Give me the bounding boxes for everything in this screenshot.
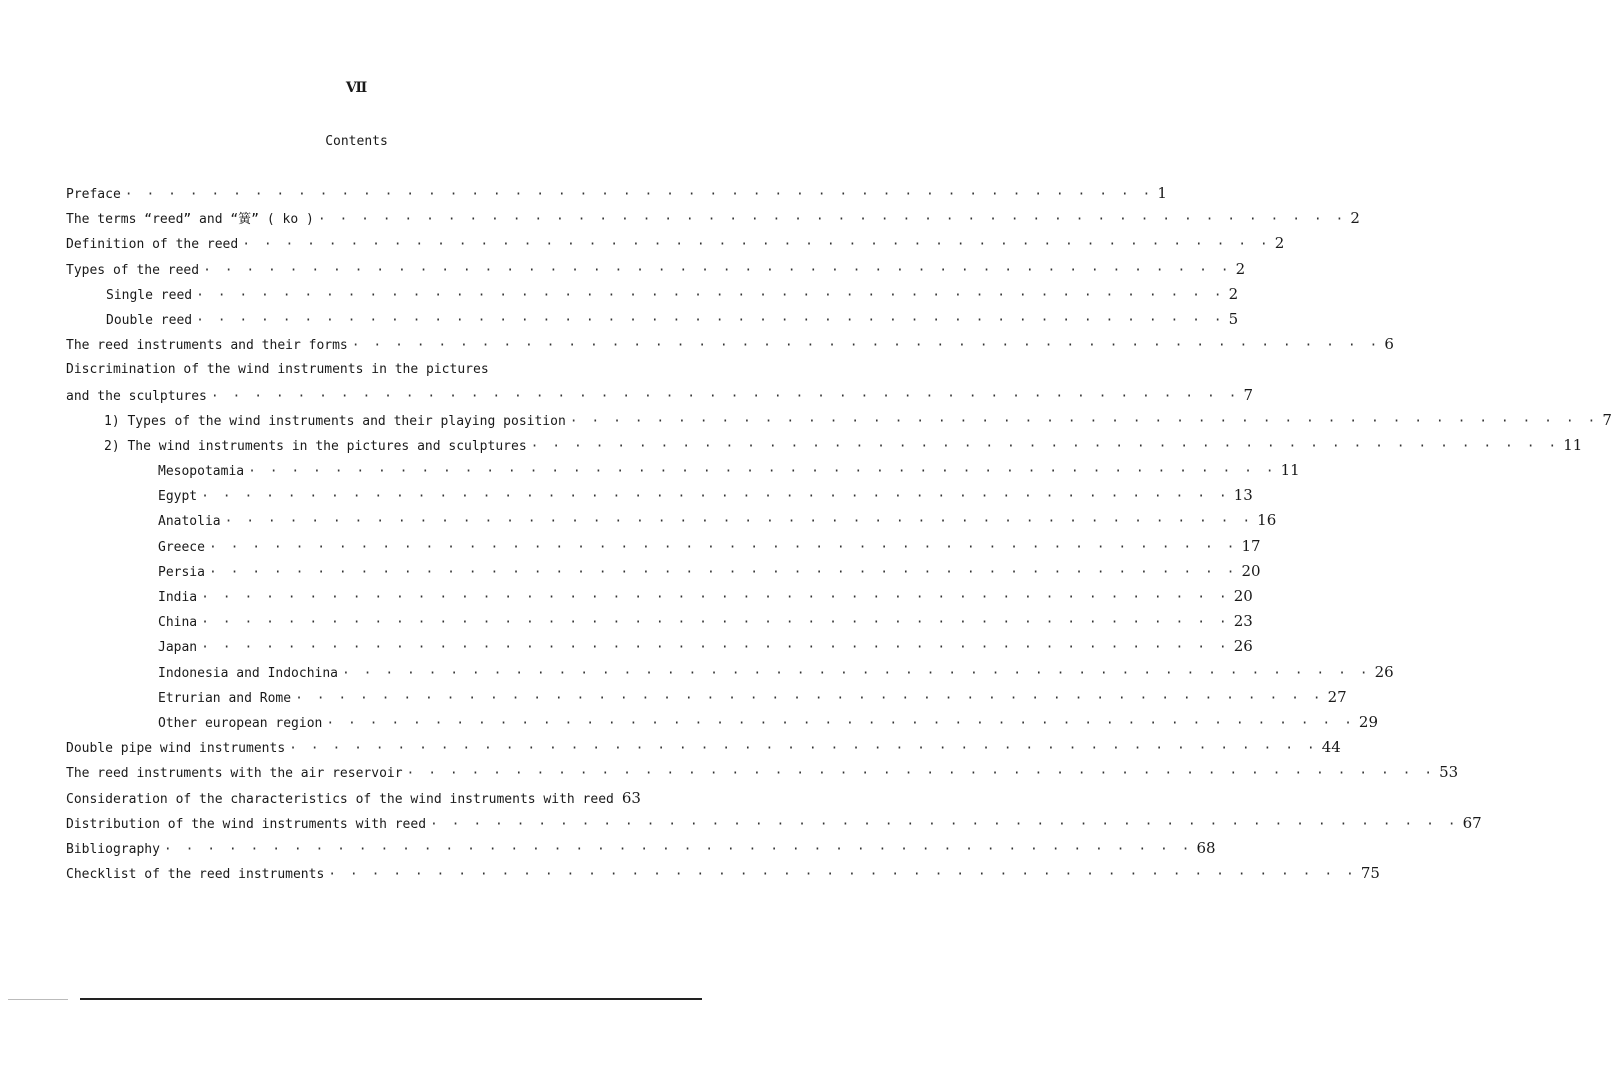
toc-entry-page: 20 — [1241, 561, 1261, 580]
toc-entry-page: 27 — [1327, 687, 1347, 706]
toc-entry-label: Types of the reed — [66, 262, 200, 278]
toc-entry — [66, 685, 1347, 710]
toc-entry-label: Double pipe wind instruments — [66, 741, 286, 757]
toc-entry-page: 7 — [1602, 410, 1612, 429]
dot-leader — [342, 661, 1371, 686]
toc-entry-label: Egypt — [158, 489, 198, 505]
dot-leader — [211, 384, 1240, 409]
dot-leader — [209, 560, 1238, 585]
toc-entry-page: 6 — [1384, 335, 1394, 354]
toc-entry — [66, 786, 641, 811]
toc-entry-page: 67 — [1462, 813, 1482, 832]
bottom-rule — [80, 998, 702, 1000]
toc-entry-page: 53 — [1439, 763, 1459, 782]
dot-leader — [196, 308, 1225, 333]
toc-entry-label: The reed instruments and their forms — [66, 338, 348, 354]
toc-entry — [66, 836, 1216, 861]
toc-entry — [66, 634, 1253, 659]
dot-leader — [531, 434, 1560, 459]
toc-entry — [66, 433, 1583, 458]
dot-leader — [407, 761, 1436, 786]
toc-entry-label: Double reed — [106, 312, 193, 328]
toc-entry-label: Definition of the reed — [66, 237, 239, 253]
toc-entry-page: 16 — [1257, 511, 1277, 530]
toc-entry-page: 23 — [1233, 612, 1253, 631]
toc-entry-label: The terms “reed” and “簧” ( ko ) — [66, 212, 314, 228]
dot-leader — [242, 232, 1271, 257]
dot-leader — [201, 585, 1230, 610]
toc-entry — [66, 508, 1277, 533]
page-number: Ⅶ — [345, 80, 368, 96]
toc-entry-page: 68 — [1196, 838, 1216, 857]
dot-leader — [196, 283, 1225, 308]
dot-leader — [203, 258, 1232, 283]
toc-entry — [66, 282, 1239, 307]
toc-entry-label: Persia — [158, 564, 205, 580]
toc-entry — [66, 332, 1394, 357]
dot-leader — [201, 635, 1230, 660]
dot-leader — [570, 409, 1599, 434]
toc-entry — [66, 181, 1167, 206]
toc-entry-page: 7 — [1243, 385, 1253, 404]
toc-entry-label: Indonesia and Indochina — [158, 665, 339, 681]
toc-entry-label: India — [158, 590, 198, 605]
toc-entry — [66, 408, 1612, 433]
toc-entry-label: Anatolia — [158, 514, 221, 530]
toc-entry-page: 29 — [1358, 712, 1379, 731]
toc-entry — [66, 357, 628, 382]
toc-entry-page: 17 — [1241, 536, 1261, 555]
toc-entry-page: 44 — [1321, 738, 1341, 757]
toc-entry — [66, 584, 1253, 609]
toc-entry — [66, 811, 1482, 836]
dot-leader — [201, 484, 1230, 509]
dot-leader — [289, 736, 1318, 761]
toc-entry-page: 11 — [1280, 461, 1300, 480]
toc-entry-page: 2 — [1350, 209, 1360, 228]
toc-entry-label: Discrimination of the wind instruments in the pictures — [66, 362, 489, 378]
dot-leader — [125, 182, 1154, 207]
toc-entry-page: 63 — [621, 788, 641, 807]
toc-entry-page: 2 — [1228, 284, 1239, 303]
toc-entry-label: Consideration of the characteristics of the wind instruments with reed — [66, 791, 614, 807]
toc-entry-label: Checklist of the reed instruments — [66, 867, 325, 883]
toc-entry-page: 26 — [1233, 637, 1253, 656]
toc-entry — [66, 231, 1285, 256]
toc-entry-label: The reed instruments with the air reservoir — [66, 766, 403, 782]
contents-title: Contents — [325, 134, 388, 149]
toc-entry-label: Japan — [158, 640, 198, 656]
toc-entry-label: Single reed — [106, 287, 193, 303]
toc-entry-page: 2 — [1235, 259, 1246, 278]
toc-entry — [66, 760, 1459, 785]
toc-entry — [66, 534, 1261, 559]
toc-entry — [66, 458, 1300, 483]
toc-entry-page: 13 — [1233, 486, 1253, 505]
table-of-contents — [66, 181, 1612, 886]
toc-entry-page: 75 — [1360, 864, 1380, 883]
dot-leader — [326, 711, 1355, 736]
toc-entry — [66, 660, 1394, 685]
toc-entry — [66, 383, 1253, 408]
toc-entry-label: Etrurian and Rome — [158, 690, 292, 706]
dot-leader — [295, 686, 1324, 711]
toc-entry — [66, 735, 1341, 760]
toc-entry — [66, 307, 1239, 332]
toc-entry — [66, 861, 1380, 886]
toc-entry-label: Preface — [66, 187, 121, 202]
toc-entry-page: 5 — [1228, 309, 1239, 328]
toc-entry-page: 20 — [1233, 587, 1253, 605]
dot-leader — [430, 812, 1459, 837]
toc-entry — [66, 710, 1379, 735]
toc-entry-label: 1) Types of the wind instruments and their playing position — [104, 413, 566, 429]
toc-entry-label: and the sculptures — [66, 388, 207, 404]
toc-entry — [66, 206, 1360, 231]
dot-leader — [328, 862, 1357, 887]
dot-leader — [248, 459, 1277, 484]
dot-leader — [201, 610, 1230, 635]
toc-entry-page: 11 — [1563, 435, 1583, 454]
scan-edge-line — [8, 999, 68, 1000]
dot-leader — [209, 535, 1238, 560]
toc-entry-label: China — [158, 615, 198, 631]
toc-entry-label: 2) The wind instruments in the pictures and sculptures — [104, 438, 527, 454]
toc-entry — [66, 559, 1261, 584]
toc-entry-label: Other european region — [158, 715, 323, 731]
dot-leader — [318, 207, 1347, 232]
toc-entry-label: Mesopotamia — [158, 464, 245, 480]
toc-entry — [66, 257, 1246, 282]
toc-entry-page: 1 — [1157, 184, 1167, 202]
dot-leader — [164, 837, 1193, 862]
dot-leader — [225, 509, 1254, 534]
toc-entry-label: Greece — [158, 539, 205, 555]
toc-entry-label: Distribution of the wind instruments with reed — [66, 816, 427, 832]
toc-entry-page: 2 — [1274, 234, 1285, 253]
dot-leader — [352, 333, 1381, 358]
toc-entry — [66, 609, 1253, 634]
toc-entry-label: Bibliography — [66, 841, 160, 857]
toc-entry — [66, 483, 1253, 508]
toc-entry-page: 26 — [1374, 662, 1394, 681]
